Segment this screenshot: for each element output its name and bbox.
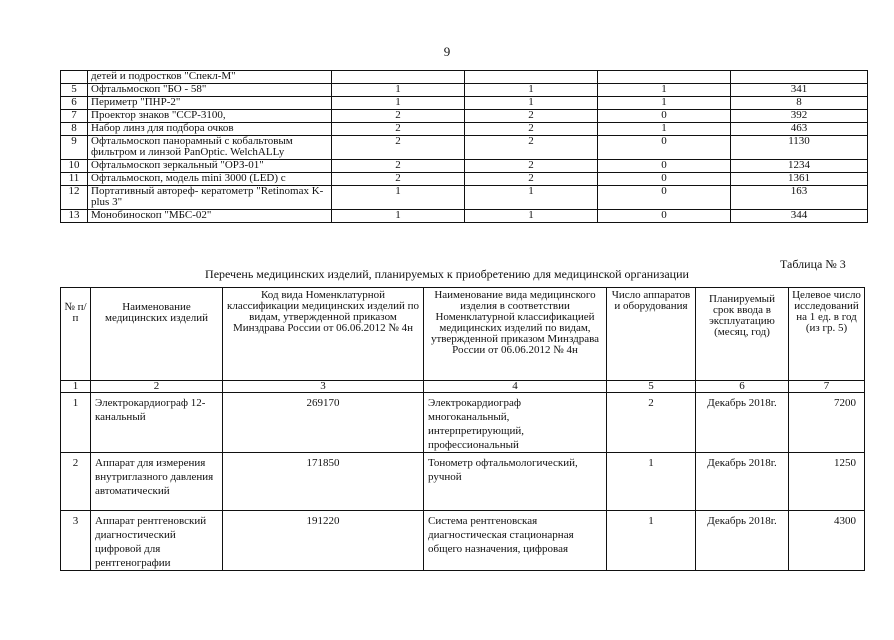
cell-c2: 2 — [465, 110, 598, 123]
cell-c1: 2 — [332, 136, 465, 160]
cell-num: 5 — [61, 84, 88, 97]
cell-c4 — [731, 71, 868, 84]
header-num: № п/п — [61, 288, 91, 381]
cell-c4: 8 — [731, 97, 868, 110]
cell-c2: 1 — [465, 97, 598, 110]
index-cell: 5 — [607, 381, 696, 393]
cell-c4: 341 — [731, 84, 868, 97]
cell-num: 6 — [61, 97, 88, 110]
cell-name: Набор линз для подбора очков — [88, 123, 332, 136]
cell-c4: 163 — [731, 186, 868, 210]
cell-date: Декабрь 2018г. — [696, 393, 789, 453]
table-row — [61, 123, 868, 136]
cell-c3 — [598, 71, 731, 84]
equipment-table-continued — [60, 70, 868, 223]
cell-count: 1 — [607, 511, 696, 571]
cell-name: Офтальмоскоп зеркальный "ОРЗ-01" — [88, 160, 332, 173]
cell-c1: 1 — [332, 186, 465, 210]
cell-name: Периметр "ПНР-2" — [88, 97, 332, 110]
table-row — [61, 186, 868, 210]
cell-c4: 344 — [731, 210, 868, 223]
table-row — [61, 511, 865, 571]
cell-c1: 1 — [332, 84, 465, 97]
cell-c2: 1 — [465, 210, 598, 223]
header-count: Число аппаратов и оборудования — [607, 288, 696, 381]
cell-c3: 0 — [598, 210, 731, 223]
cell-c2: 1 — [465, 84, 598, 97]
cell-c3: 1 — [598, 123, 731, 136]
cell-name: Аппарат рентгеновский диагностический цифровой для рентгенографии — [91, 511, 223, 571]
cell-name: Портативный автореф- кератометр "Retinomax K-plus 3" — [88, 186, 332, 210]
cell-num — [61, 71, 88, 84]
table-row — [61, 453, 865, 511]
cell-code: 171850 — [223, 453, 424, 511]
header-kind: Наименование вида медицинского изделия в соответствии Номенклатурной классификацией медицинских изделий по видам, утвержденной приказом Минздрава России от 06.06.2012 № 4н — [424, 288, 607, 381]
cell-name: Проектор знаков "ССР-3100, — [88, 110, 332, 123]
purchase-plan-table — [60, 287, 865, 571]
index-cell: 7 — [789, 381, 865, 393]
cell-count: 2 — [607, 393, 696, 453]
cell-num: 13 — [61, 210, 88, 223]
cell-c2: 2 — [465, 123, 598, 136]
cell-c3: 0 — [598, 186, 731, 210]
header-target: Целевое число исследований на 1 ед. в год (из гр. 5) — [789, 288, 865, 381]
table-row — [61, 84, 868, 97]
cell-kind: Система рентгеновская диагностическая стационарная общего назначения, цифровая — [424, 511, 607, 571]
cell-kind: Электрокардиограф многоканальный, интерпретирующий, профессиональный — [424, 393, 607, 453]
cell-num: 12 — [61, 186, 88, 210]
cell-c2: 2 — [465, 136, 598, 160]
cell-c1: 2 — [332, 173, 465, 186]
cell-num: 10 — [61, 160, 88, 173]
header-code: Код вида Номенклатурной классификации медицинских изделий по видам, утвержденной приказом Минздрава России от 06.06.2012 № 4н — [223, 288, 424, 381]
cell-c1: 2 — [332, 123, 465, 136]
cell-c3: 0 — [598, 110, 731, 123]
cell-num: 8 — [61, 123, 88, 136]
cell-num: 9 — [61, 136, 88, 160]
table-row — [61, 173, 868, 186]
cell-target: 1250 — [789, 453, 865, 511]
cell-code: 269170 — [223, 393, 424, 453]
cell-name: Офтальмоскоп "БО - 58" — [88, 84, 332, 97]
cell-c1: 1 — [332, 210, 465, 223]
cell-target: 7200 — [789, 393, 865, 453]
cell-c2: 1 — [465, 186, 598, 210]
header-date: Планируемый срок ввода в эксплуатацию (месяц, год) — [696, 288, 789, 381]
column-index-row — [61, 381, 865, 393]
index-cell: 4 — [424, 381, 607, 393]
table-row — [61, 136, 868, 160]
cell-c2 — [465, 71, 598, 84]
cell-c1: 1 — [332, 97, 465, 110]
index-cell: 1 — [61, 381, 91, 393]
index-cell: 6 — [696, 381, 789, 393]
cell-num: 2 — [61, 453, 91, 511]
cell-c1 — [332, 71, 465, 84]
cell-name: Офтальмоскоп панорамный с кобальтовым фильтром и линзой PanOptic. WelchALLy — [88, 136, 332, 160]
cell-c3: 0 — [598, 160, 731, 173]
table-row — [61, 71, 868, 84]
cell-count: 1 — [607, 453, 696, 511]
table-row — [61, 97, 868, 110]
table-row — [61, 160, 868, 173]
table-row — [61, 210, 868, 223]
cell-c3: 0 — [598, 173, 731, 186]
header-device-name: Наименование медицинских изделий — [91, 288, 223, 381]
cell-kind: Тонометр офтальмологический, ручной — [424, 453, 607, 511]
index-cell: 2 — [91, 381, 223, 393]
cell-c2: 2 — [465, 160, 598, 173]
cell-name: Электрокардиограф 12-канальный — [91, 393, 223, 453]
cell-c1: 2 — [332, 160, 465, 173]
cell-c3: 1 — [598, 97, 731, 110]
cell-date: Декабрь 2018г. — [696, 453, 789, 511]
cell-c3: 1 — [598, 84, 731, 97]
cell-num: 11 — [61, 173, 88, 186]
cell-c1: 2 — [332, 110, 465, 123]
table-row — [61, 110, 868, 123]
cell-code: 191220 — [223, 511, 424, 571]
cell-c4: 1130 — [731, 136, 868, 160]
cell-name: Аппарат для измерения внутриглазного давления автоматический — [91, 453, 223, 511]
cell-c4: 1234 — [731, 160, 868, 173]
table-row — [61, 393, 865, 453]
cell-num: 3 — [61, 511, 91, 571]
cell-c4: 463 — [731, 123, 868, 136]
cell-name: Офтальмоскоп, модель mini 3000 (LED) с — [88, 173, 332, 186]
cell-date: Декабрь 2018г. — [696, 511, 789, 571]
cell-num: 1 — [61, 393, 91, 453]
cell-c4: 392 — [731, 110, 868, 123]
cell-c3: 0 — [598, 136, 731, 160]
cell-c4: 1361 — [731, 173, 868, 186]
index-cell: 3 — [223, 381, 424, 393]
cell-c2: 2 — [465, 173, 598, 186]
page-number: 9 — [443, 44, 451, 59]
table-title: Перечень медицинских изделий, планируемых к приобретению для медицинской организации — [205, 267, 689, 281]
cell-name: Монобиноскоп "МБС-02" — [88, 210, 332, 223]
table-label: Таблица № 3 — [780, 257, 846, 271]
cell-target: 4300 — [789, 511, 865, 571]
cell-num: 7 — [61, 110, 88, 123]
cell-name: детей и подростков "Спекл-М" — [88, 71, 332, 84]
